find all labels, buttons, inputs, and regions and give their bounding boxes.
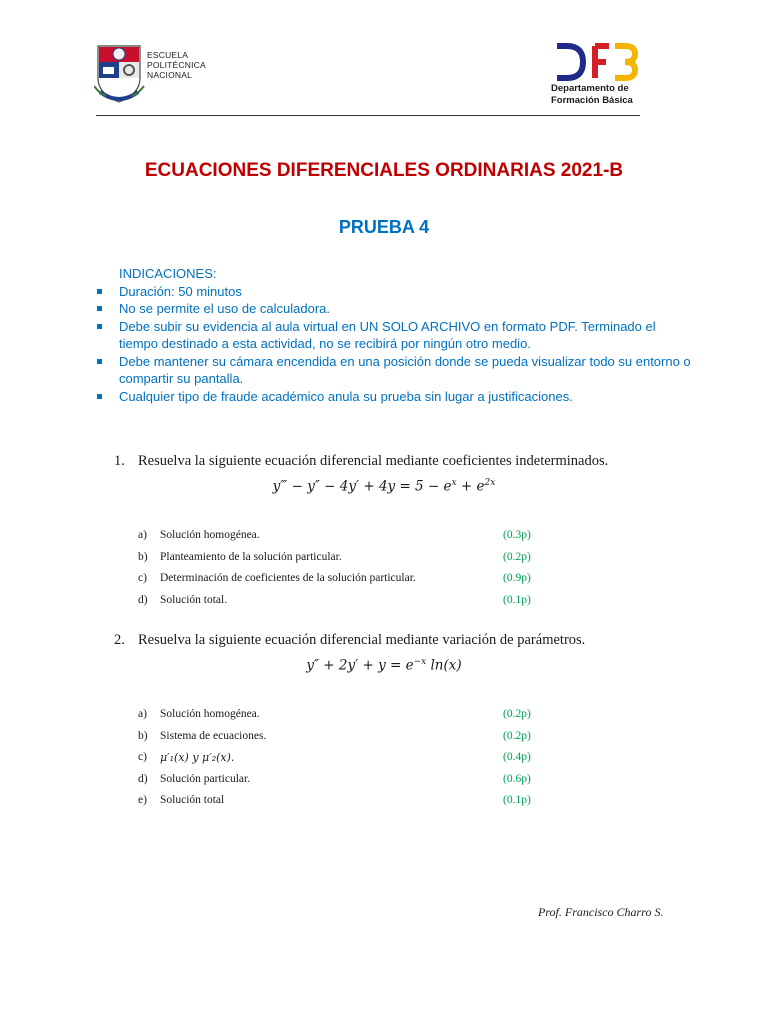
- exam-title: ECUACIONES DIFERENCIALES ORDINARIAS 2021-B: [144, 160, 624, 181]
- part-text: Planteamiento de la solución particular.: [160, 550, 342, 563]
- instructions-list: [96, 283, 696, 406]
- part-points: (0.2p): [503, 550, 531, 563]
- equation-exponent: −x: [413, 657, 427, 667]
- instruction-item: Cualquier tipo de fraude académico anula su prueba sin lugar a justificaciones.: [96, 388, 696, 406]
- equation-exponent: x: [451, 478, 457, 488]
- question-text: Resuelva la siguiente ecuación diferencial mediante variación de parámetros.: [138, 632, 586, 648]
- part-points: (0.2p): [503, 729, 531, 742]
- institution-line-3: NACIONAL: [147, 70, 193, 80]
- part-points: (0.6p): [503, 772, 531, 785]
- list-item: [138, 594, 558, 616]
- list-item: [138, 572, 558, 594]
- instruction-item: Debe subir su evidencia al aula virtual en UN SOLO ARCHIVO en formato PDF. Terminado el tiempo destinado a esta actividad, no se recibirá por ningún otro medio.: [96, 318, 696, 353]
- list-item: [138, 730, 558, 752]
- instruction-item: No se permite el uso de calculadora.: [96, 300, 696, 318]
- question-text: Resuelva la siguiente ecuación diferencial mediante coeficientes indeterminados.: [138, 453, 609, 469]
- part-text: Sistema de ecuaciones.: [160, 729, 267, 742]
- question-1: [114, 453, 608, 470]
- question-1-equation: [0, 478, 768, 495]
- instructions-heading: INDICACIONES:: [119, 266, 217, 281]
- part-label: e): [138, 794, 147, 806]
- instruction-item: Debe mantener su cámara encendida en una posición donde se pueda visualizar todo su entorno o compartir su pantalla.: [96, 353, 696, 388]
- question-number: 2.: [114, 632, 125, 648]
- equation-part: ln(x): [426, 657, 462, 674]
- question-2-equation: [0, 657, 768, 674]
- list-item: [138, 773, 558, 795]
- department-line-1: Departamento de: [551, 83, 629, 94]
- part-points: (0.3p): [503, 529, 531, 541]
- department-name: [551, 83, 633, 107]
- list-item: [138, 529, 558, 551]
- question-2: [114, 632, 585, 649]
- part-points: (0.1p): [503, 794, 531, 806]
- part-label: a): [138, 708, 147, 720]
- part-label: b): [138, 729, 148, 742]
- list-item: [138, 708, 558, 730]
- part-label: d): [138, 593, 148, 606]
- list-item: [138, 551, 558, 573]
- question-2-parts: [138, 708, 558, 816]
- equation-part: + e: [456, 478, 485, 495]
- department-line-2: Formación Básica: [551, 95, 633, 106]
- header-divider: [96, 115, 640, 116]
- institution-line-2: POLITÉCNICA: [147, 60, 206, 70]
- instruction-item: Duración: 50 minutos: [96, 283, 696, 301]
- institution-name: [147, 50, 206, 80]
- question-1-parts: [138, 529, 558, 615]
- part-points: (0.9p): [503, 572, 531, 584]
- part-text: Solución homogénea.: [160, 529, 260, 541]
- list-item: [138, 794, 558, 816]
- part-points: (0.2p): [503, 708, 531, 720]
- dfb-logo-icon: [549, 42, 639, 82]
- part-text: Solución particular.: [160, 772, 251, 785]
- part-label: d): [138, 772, 148, 785]
- instructions: [96, 265, 696, 405]
- part-text: Solución homogénea.: [160, 708, 260, 720]
- part-text: Solución total: [160, 794, 225, 806]
- part-text: Solución total.: [160, 593, 228, 606]
- equation-part: y″ + 2y′ + y = e: [306, 657, 414, 674]
- part-label: c): [138, 751, 147, 763]
- institution-line-1: ESCUELA: [147, 50, 189, 60]
- question-number: 1.: [114, 453, 125, 469]
- part-points: (0.1p): [503, 593, 531, 606]
- part-text: μ′₁(x) y μ′₂(x).: [160, 751, 235, 764]
- list-item: [138, 751, 558, 773]
- part-label: b): [138, 550, 148, 563]
- part-text: Determinación de coeficientes de la solución particular.: [160, 572, 416, 584]
- equation-part: y‴ − y″ − 4y′ + 4y = 5 − e: [272, 478, 452, 495]
- part-label: a): [138, 529, 147, 541]
- exam-subtitle: PRUEBA 4: [338, 217, 430, 237]
- part-points: (0.4p): [503, 751, 531, 763]
- part-label: c): [138, 572, 147, 584]
- professor-signature: Prof. Francisco Charro S.: [538, 905, 664, 919]
- equation-exponent: 2x: [484, 478, 496, 488]
